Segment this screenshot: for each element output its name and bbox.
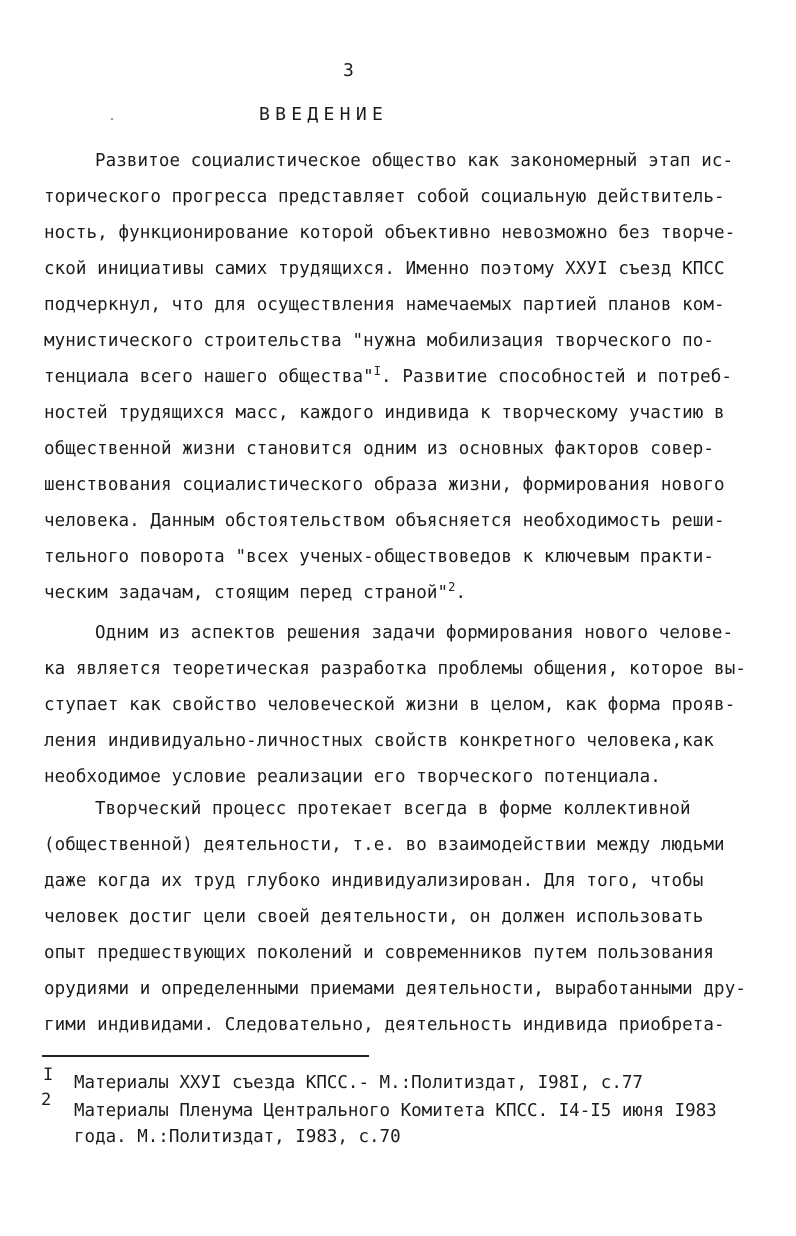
text-line: ка является теоретическая разработка проблемы общения, которое вы- [44,659,746,679]
footnote-text: года. М.:Политиздат, I983, с.70 [74,1127,401,1147]
text-line [44,582,796,604]
text-line: мунистического строительства "нужна мобилизация творческого по- [44,331,715,351]
footnote-mark: I [43,1065,54,1085]
footnote-ref-1: I [373,364,382,378]
text-line: орудиями и определенными приемами деятельности, выработанными дру- [44,979,746,999]
footnote-ref-2: 2 [448,580,456,594]
text-line: ской инициативы самих трудящихся. Именно поэтому XXУI съезд КПСС [44,259,725,279]
text-line: тельного поворота "всех ученых-обществоведов к ключевым практи- [44,547,715,567]
text-line: общественной жизни становится одним из основных факторов совер- [44,439,715,459]
text-line: даже когда их труд глубоко индивидуализирован. Для того, чтобы [44,871,704,891]
text-line-part: ческим задачам, стоящим перед страной" [44,583,449,603]
footnote-text: Материалы Пленума Центрального Комитета КПСС. I4-I5 июня I983 [74,1101,717,1121]
text-line: ностей трудящихся масс, каждого индивида к творческому участию в [44,403,725,423]
text-line: ступает как свойство человеческой жизни в целом, как форма прояв- [44,695,736,715]
text-line: Одним из аспектов решения задачи формирования нового челове- [95,623,734,643]
text-line: Развитое социалистическое общество как закономерный этап ис- [95,151,734,171]
text-line: Творческий процесс протекает всегда в форме коллективной [95,799,691,819]
footnote-text: Материалы XXУI съезда КПСС.- М.:Политиздат, I98I, с.77 [74,1073,643,1093]
text-line-part: . Развитие способностей и потреб- [381,367,733,387]
text-line [44,366,796,388]
footnote-divider [42,1055,369,1057]
text-line-part: . [455,583,467,603]
page-number: 3 [343,60,354,81]
text-line-part: тенциала всего нашего общества" [44,367,374,387]
text-line: человек достиг цели своей деятельности, он должен использовать [44,907,704,927]
speck-mark [111,118,113,120]
text-line: опыт предшествующих поколений и современников путем пользования [44,943,715,963]
section-heading: ВВЕДЕНИЕ [259,104,389,125]
footnote-mark: 2 [41,1090,52,1110]
text-line: человека. Данным обстоятельством объясняется необходимость реши- [44,511,725,531]
text-line: ления индивидуально-личностных свойств конкретного человека,как [44,731,715,751]
text-line: необходимое условие реализации его творческого потенциала. [44,767,661,787]
text-line: торического прогресса представляет собой социальную действитель- [44,187,725,207]
text-line: (общественной) деятельности, т.е. во взаимодействии между людьми [44,835,725,855]
text-line: ность, функционирование которой объективно невозможно без творче- [44,223,736,243]
text-line: шенствования социалистического образа жизни, формирования нового [44,475,725,495]
text-line: гими индивидами. Следовательно, деятельность индивида приобрета- [44,1015,725,1035]
text-line: подчеркнул, что для осуществления намечаемых партией планов ком- [44,295,725,315]
